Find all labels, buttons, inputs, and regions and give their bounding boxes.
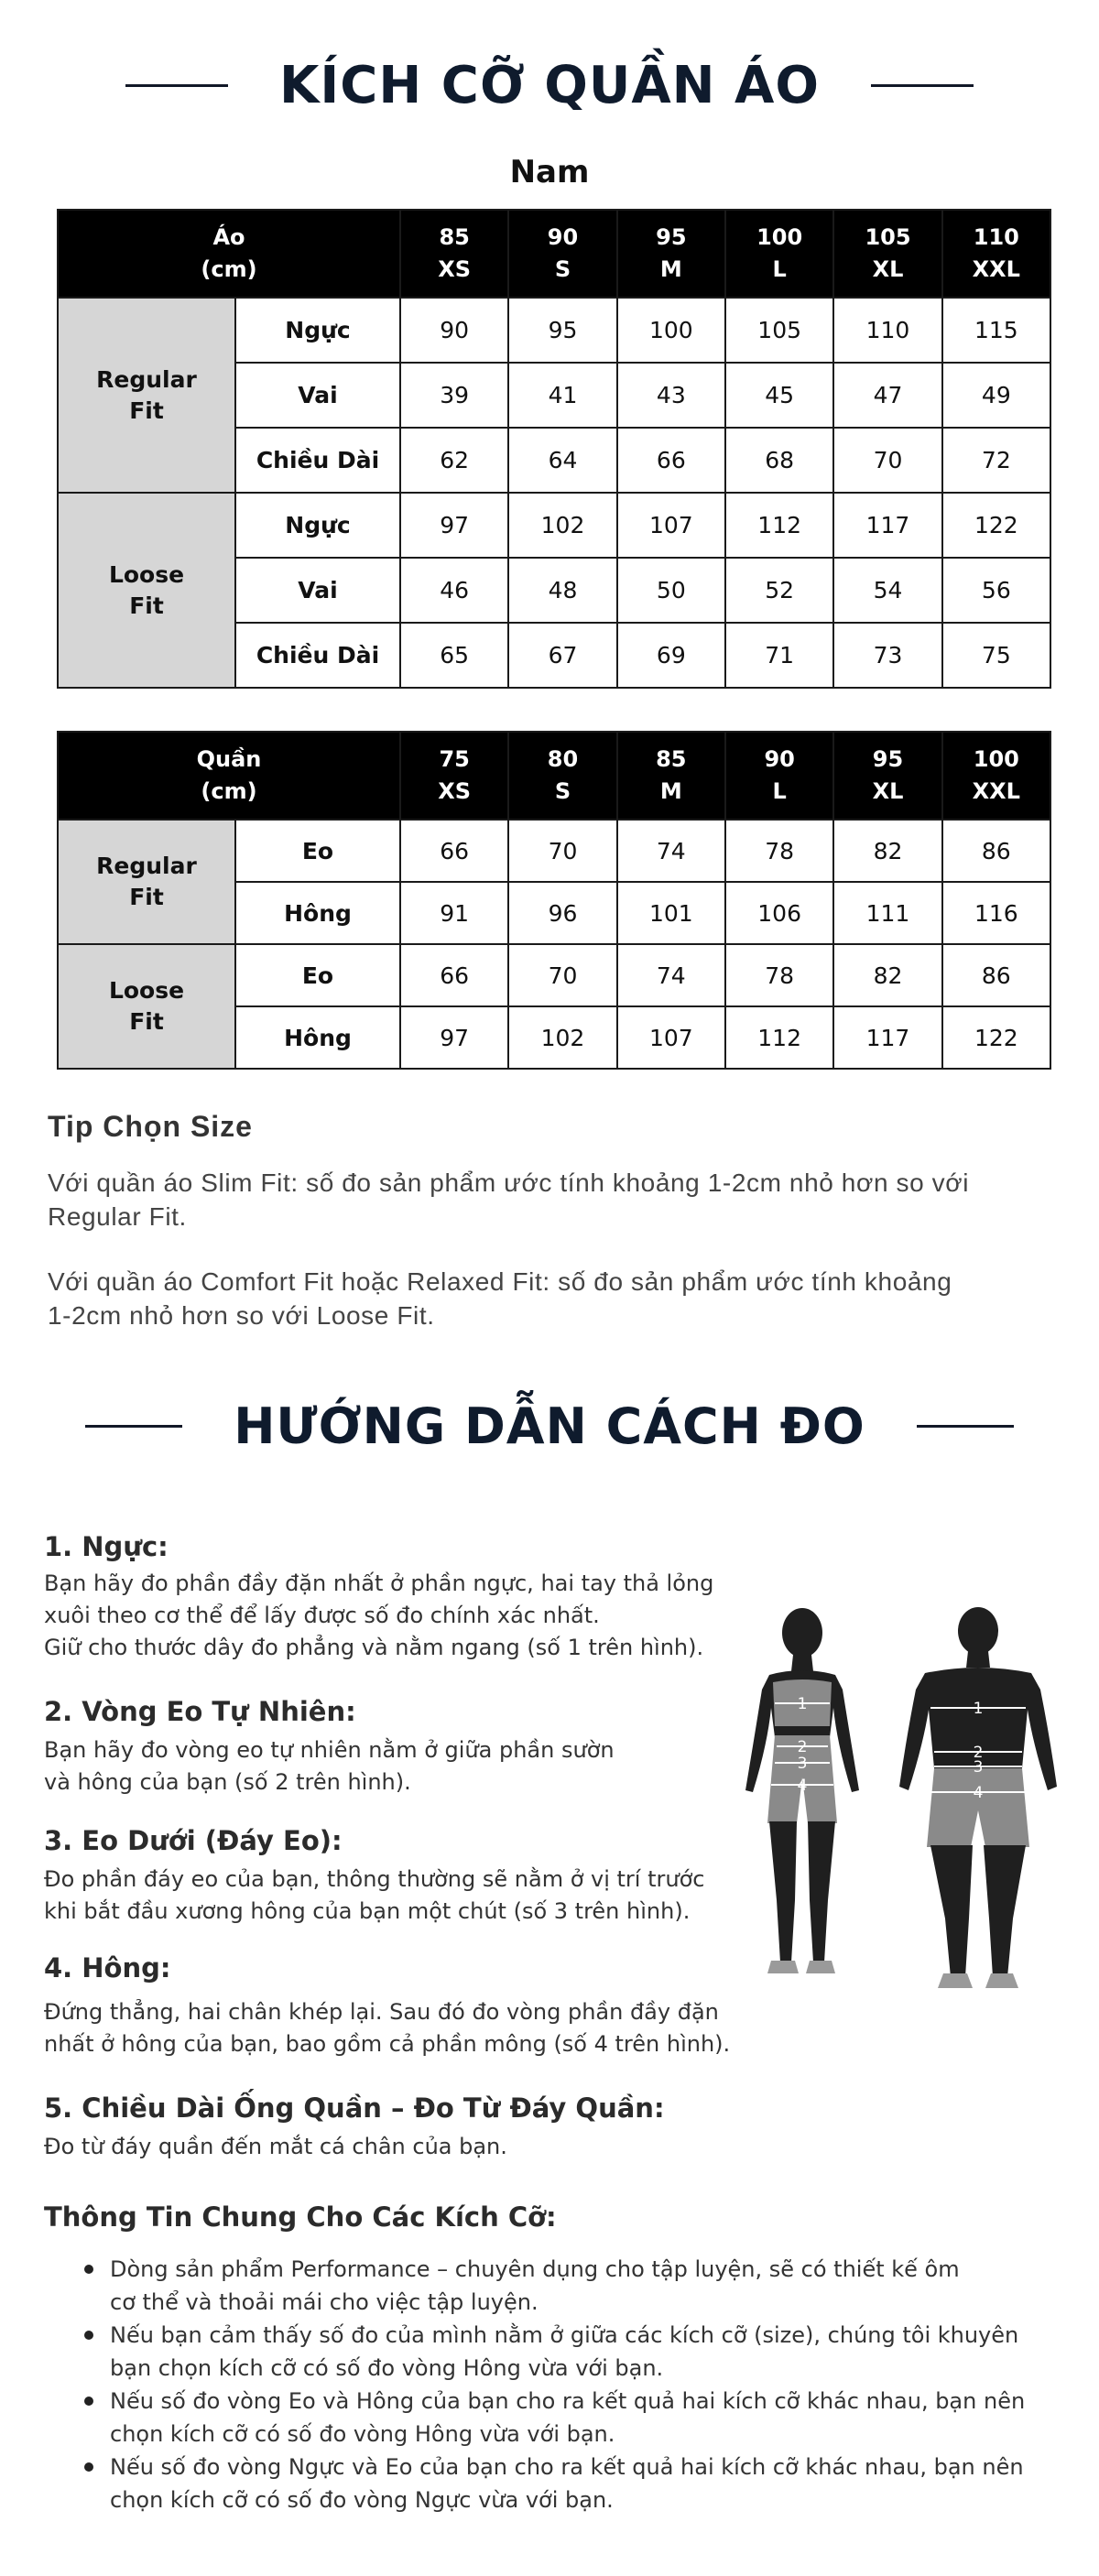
bullet-line: cơ thể và thoải mái cho việc tập luyện. (110, 2289, 539, 2315)
table-cell: 82 (833, 820, 941, 882)
measure-marker-2: 2 (973, 1744, 984, 1762)
table-cell: 46 (400, 558, 508, 623)
bottoms-size-col (508, 732, 616, 820)
guide-line: nhất ở hông của bạn, bao gồm cả phần mông (số 4 trên hình). (44, 2031, 731, 2057)
guide-line: xuôi theo cơ thể để lấy được số đo chính xác nhất. (44, 1603, 600, 1628)
size-number: 90 (547, 224, 579, 251)
size-number: 85 (439, 224, 470, 251)
bullet-icon (84, 2397, 93, 2406)
fit-group-label (58, 820, 235, 944)
bottoms-header-unit: (cm) (201, 778, 257, 804)
measure-label: Eo (235, 944, 400, 1006)
size-code: XXL (972, 256, 1020, 282)
table-cell: 102 (508, 1006, 616, 1069)
size-code: M (659, 256, 682, 282)
guide-item-text (44, 1996, 749, 2060)
guide-line: Giữ cho thước dây đo phẳng và nằm ngang (số 1 trên hình). (44, 1635, 704, 1660)
tops-size-table (57, 209, 1051, 689)
table-cell: 86 (942, 944, 1050, 1006)
measure-label: Chiều Dài (235, 428, 400, 493)
size-number: 80 (547, 746, 579, 773)
table-cell: 70 (833, 428, 941, 493)
table-row (58, 298, 1050, 363)
table-cell: 48 (508, 558, 616, 623)
tops-size-col (833, 210, 941, 298)
tops-size-col (508, 210, 616, 298)
table-cell: 90 (400, 298, 508, 363)
heading-rule-left (85, 1425, 182, 1428)
table-cell: 66 (400, 944, 508, 1006)
bottoms-size-col (833, 732, 941, 820)
measure-label: Ngực (235, 493, 400, 558)
measure-label: Vai (235, 558, 400, 623)
tip-line: 1-2cm nhỏ hơn so với Loose Fit. (48, 1301, 435, 1330)
size-code: L (772, 256, 787, 282)
measure-marker-2: 2 (797, 1738, 808, 1756)
tip-line: Regular Fit. (48, 1202, 187, 1231)
table-cell: 96 (508, 882, 616, 944)
body-measurement-figures (714, 1598, 1081, 2001)
bottoms-header-title: Quần (196, 746, 262, 773)
guide-line: Đo từ đáy quần đến mắt cá chân của bạn. (44, 2134, 507, 2159)
tip-line: Với quần áo Slim Fit: số đo sản phẩm ước tính khoảng 1-2cm nhỏ hơn so với (48, 1168, 970, 1197)
table-cell: 70 (508, 820, 616, 882)
table-cell: 66 (617, 428, 725, 493)
table-cell: 122 (942, 493, 1050, 558)
guide-item-hip (44, 1952, 749, 2060)
bullet-line: chọn kích cỡ có số đo vòng Ngực vừa với bạn. (110, 2487, 614, 2513)
table-cell: 66 (400, 820, 508, 882)
bottoms-header-row (58, 732, 1050, 820)
size-code: XXL (972, 778, 1020, 804)
bullet-line: Nếu số đo vòng Ngực và Eo của bạn cho ra kết quả hai kích cỡ khác nhau, bạn nên (110, 2454, 1024, 2480)
table-cell: 102 (508, 493, 616, 558)
bullet-line: Dòng sản phẩm Performance – chuyên dụng cho tập luyện, sẽ có thiết kế ôm (110, 2256, 960, 2282)
measure-guide-heading-row (0, 1392, 1099, 1460)
bottoms-size-col (725, 732, 833, 820)
measure-marker-3: 3 (797, 1755, 808, 1773)
guide-line: Đo phần đáy eo của bạn, thông thường sẽ nằm ở vị trí trước (44, 1866, 705, 1892)
table-cell: 110 (833, 298, 941, 363)
table-cell: 107 (617, 1006, 725, 1069)
bullet-icon (84, 2462, 93, 2472)
guide-line: Bạn hãy đo vòng eo tự nhiên nằm ở giữa phần sườn (44, 1737, 615, 1763)
table-cell: 54 (833, 558, 941, 623)
table-cell: 71 (725, 623, 833, 688)
size-number: 85 (656, 746, 687, 773)
table-cell: 82 (833, 944, 941, 1006)
measure-label: Ngực (235, 298, 400, 363)
tops-header-row (58, 210, 1050, 298)
general-info-list (44, 2253, 1051, 2516)
size-code: M (659, 778, 682, 804)
fit-group-label (58, 944, 235, 1069)
bullet-line: bạn chọn kích cỡ có số đo vòng Hông vừa với bạn. (110, 2355, 664, 2381)
bottoms-size-table (57, 731, 1051, 1070)
fit-group-label (58, 493, 235, 688)
table-cell: 43 (617, 363, 725, 428)
table-row (58, 944, 1050, 1006)
measure-label: Vai (235, 363, 400, 428)
fit-group-name: Regular (96, 853, 197, 880)
measure-label: Hông (235, 882, 400, 944)
table-cell: 56 (942, 558, 1050, 623)
guide-item-text (44, 1864, 749, 1928)
size-code: L (772, 778, 787, 804)
table-cell: 105 (725, 298, 833, 363)
table-cell: 117 (833, 493, 941, 558)
bottoms-size-col (400, 732, 508, 820)
table-cell: 107 (617, 493, 725, 558)
guide-item-title: 5. Chiều Dài Ống Quần – Đo Từ Đáy Quần: (44, 2092, 665, 2124)
fit-group-suffix: Fit (129, 1008, 164, 1035)
table-cell: 86 (942, 820, 1050, 882)
table-cell: 112 (725, 493, 833, 558)
bullet-line: Nếu số đo vòng Eo và Hông của bạn cho ra kết quả hai kích cỡ khác nhau, bạn nên (110, 2388, 1026, 2414)
size-number: 75 (439, 746, 470, 773)
table-cell: 106 (725, 882, 833, 944)
tops-size-col (400, 210, 508, 298)
measure-marker-4: 4 (797, 1777, 808, 1795)
measure-marker-3: 3 (973, 1758, 984, 1777)
table-cell: 64 (508, 428, 616, 493)
male-figure-illustration (899, 1607, 1057, 1988)
tops-header-label (58, 210, 400, 298)
guide-item-title: 1. Ngực: (44, 1531, 169, 1562)
size-number: 100 (756, 224, 803, 251)
size-code: S (554, 778, 571, 804)
size-number: 95 (656, 224, 687, 251)
table-cell: 74 (617, 820, 725, 882)
guide-item-text (44, 1568, 749, 1664)
table-cell: 100 (617, 298, 725, 363)
table-cell: 67 (508, 623, 616, 688)
size-number: 110 (973, 224, 1019, 251)
guide-item-title: 3. Eo Dưới (Đáy Eo): (44, 1825, 343, 1856)
table-cell: 65 (400, 623, 508, 688)
size-number: 100 (973, 746, 1019, 773)
size-number: 90 (764, 746, 795, 773)
table-cell: 75 (942, 623, 1050, 688)
guide-item-title: 2. Vòng Eo Tự Nhiên: (44, 1696, 356, 1727)
table-cell: 122 (942, 1006, 1050, 1069)
fit-group-suffix: Fit (129, 592, 164, 619)
measure-guide-heading: HƯỚNG DẪN CÁCH ĐO (234, 1397, 865, 1455)
table-cell: 62 (400, 428, 508, 493)
heading-rule-left (125, 84, 228, 87)
size-number: 95 (872, 746, 904, 773)
tops-size-col (617, 210, 725, 298)
tops-header-title: Áo (212, 224, 245, 251)
guide-item-inseam (44, 2092, 960, 2163)
table-cell: 45 (725, 363, 833, 428)
fit-group-name: Regular (96, 365, 197, 393)
measure-label: Eo (235, 820, 400, 882)
guide-item-waist (44, 1696, 749, 1799)
general-info-section (44, 2201, 1051, 2516)
guide-item-chest (44, 1531, 749, 1664)
table-cell: 95 (508, 298, 616, 363)
table-cell: 39 (400, 363, 508, 428)
fit-group-suffix: Fit (129, 884, 164, 910)
guide-line: Đứng thẳng, hai chân khép lại. Sau đó đo vòng phần đầy đặn (44, 1999, 719, 2025)
table-cell: 68 (725, 428, 833, 493)
table-cell: 52 (725, 558, 833, 623)
size-number: 105 (865, 224, 911, 251)
table-cell: 97 (400, 1006, 508, 1069)
size-tip-section (48, 1110, 1055, 1332)
list-item (44, 2253, 1051, 2319)
fit-group-name: Loose (108, 560, 185, 588)
measure-marker-1: 1 (797, 1695, 808, 1713)
heading-rule-right (917, 1425, 1014, 1428)
size-code: XL (872, 256, 904, 282)
guide-line: Bạn hãy đo phần đầy đặn nhất ở phần ngực, hai tay thả lỏng (44, 1571, 714, 1596)
table-cell: 72 (942, 428, 1050, 493)
list-item (44, 2319, 1051, 2385)
table-row (58, 820, 1050, 882)
size-chart-heading: KÍCH CỠ QUẦN ÁO (279, 55, 820, 115)
guide-line: khi bắt đầu xương hông của bạn một chút (số 3 trên hình). (44, 1898, 691, 1924)
female-figure-illustration (745, 1608, 859, 1973)
table-cell: 78 (725, 944, 833, 1006)
tops-size-col (725, 210, 833, 298)
bullet-icon (84, 2265, 93, 2274)
bottoms-size-col (942, 732, 1050, 820)
table-cell: 112 (725, 1006, 833, 1069)
heading-rule-right (871, 84, 974, 87)
bottoms-size-col (617, 732, 725, 820)
bullet-line: chọn kích cỡ có số đo vòng Hông vừa với bạn. (110, 2421, 615, 2447)
guide-item-text (44, 2131, 960, 2163)
table-row (58, 493, 1050, 558)
general-info-title: Thông Tin Chung Cho Các Kích Cỡ: (44, 2201, 557, 2233)
measure-marker-4: 4 (973, 1784, 984, 1802)
list-item (44, 2385, 1051, 2451)
guide-item-title: 4. Hông: (44, 1952, 171, 1984)
fit-group-label (58, 298, 235, 493)
tip-paragraph (48, 1166, 1055, 1234)
guide-line: và hông của bạn (số 2 trên hình). (44, 1769, 411, 1795)
table-cell: 49 (942, 363, 1050, 428)
fit-group-name: Loose (108, 977, 185, 1005)
measure-marker-1: 1 (973, 1700, 984, 1718)
table-cell: 91 (400, 882, 508, 944)
fit-group-suffix: Fit (129, 397, 164, 424)
table-cell: 111 (833, 882, 941, 944)
tops-size-col (942, 210, 1050, 298)
guide-item-low-waist (44, 1825, 749, 1928)
table-cell: 41 (508, 363, 616, 428)
size-code: XL (872, 778, 904, 804)
tip-paragraph (48, 1265, 1055, 1332)
table-cell: 78 (725, 820, 833, 882)
tops-header-unit: (cm) (201, 256, 257, 282)
size-code: XS (438, 778, 472, 804)
table-cell: 115 (942, 298, 1050, 363)
table-cell: 117 (833, 1006, 941, 1069)
measure-label: Chiều Dài (235, 623, 400, 688)
bullet-line: Nếu bạn cảm thấy số đo của mình nằm ở giữa các kích cỡ (size), chúng tôi khuyên (110, 2322, 1019, 2348)
bullet-icon (84, 2331, 93, 2340)
table-cell: 74 (617, 944, 725, 1006)
table-cell: 50 (617, 558, 725, 623)
tip-title: Tip Chọn Size (48, 1110, 253, 1143)
bottoms-header-label (58, 732, 400, 820)
guide-item-text (44, 1734, 749, 1799)
size-code: S (554, 256, 571, 282)
table-cell: 101 (617, 882, 725, 944)
tip-line: Với quần áo Comfort Fit hoặc Relaxed Fit: số đo sản phẩm ước tính khoảng (48, 1267, 952, 1296)
table-cell: 47 (833, 363, 941, 428)
table-cell: 97 (400, 493, 508, 558)
size-chart-subtitle: Nam (509, 154, 590, 190)
list-item (44, 2451, 1051, 2516)
table-cell: 73 (833, 623, 941, 688)
table-cell: 69 (617, 623, 725, 688)
size-chart-heading-row (0, 53, 1099, 117)
measure-label: Hông (235, 1006, 400, 1069)
table-cell: 70 (508, 944, 616, 1006)
table-cell: 116 (942, 882, 1050, 944)
size-code: XS (438, 256, 472, 282)
